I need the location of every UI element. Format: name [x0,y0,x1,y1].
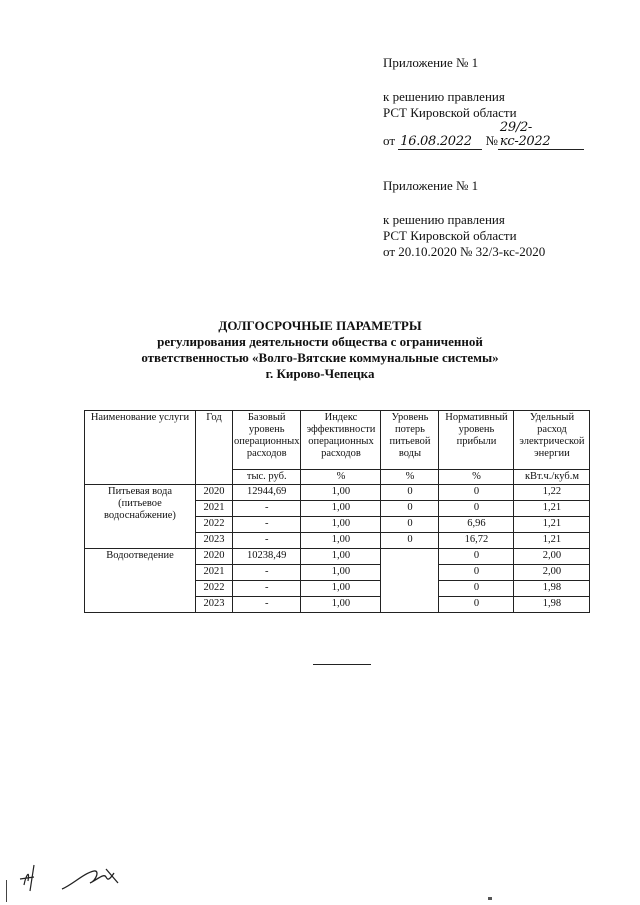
cell-profit: 0 [439,485,514,501]
service-drinking-water: Питьевая вода (питьевое водоснабжение) [85,485,196,549]
table-row [85,485,590,501]
cell-index: 1,00 [301,501,381,517]
cell-profit: 6,96 [439,517,514,533]
appendix-current [383,55,584,150]
cell-year: 2020 [196,485,233,501]
unit-profit: % [439,470,514,485]
number-label: № [485,133,498,148]
header-energy: Удельный расход электрической энергии [514,411,590,470]
cell-profit: 0 [439,501,514,517]
appendix-original-line2: РСТ Кировской области [383,228,517,243]
heading-line1: ДОЛГОСРОЧНЫЕ ПАРАМЕТРЫ [218,318,422,333]
handwritten-number: 29/2-кс-2022 [498,121,584,150]
appendix-current-date-line [383,121,584,150]
cell-year: 2023 [196,533,233,549]
header-loss: Уровень потерь питьевой воды [381,411,439,470]
cell-profit: 0 [439,565,514,581]
service-wastewater: Водоотведение [85,549,196,613]
cell-base: 10238,49 [233,549,301,565]
cell-index: 1,00 [301,549,381,565]
signature-icon [10,855,130,895]
header-base: Базовый уровень операционных расходов [233,411,301,470]
heading-line2: регулирования деятельности общества с ограниченной [157,334,483,349]
cell-loss: 0 [381,501,439,517]
end-divider [313,664,371,665]
unit-index: % [301,470,381,485]
cell-profit: 0 [439,549,514,565]
table-header-row [85,411,590,470]
cell-index: 1,00 [301,581,381,597]
cell-index: 1,00 [301,517,381,533]
cell-loss: 0 [381,485,439,501]
handwritten-date: 16.08.2022 [398,135,482,150]
cell-year: 2022 [196,517,233,533]
appendix-original-line3: от 20.10.2020 № 32/3-кс-2020 [383,244,546,259]
cell-loss: 0 [381,533,439,549]
cell-index: 1,00 [301,597,381,613]
parameters-table [84,410,590,613]
cell-profit: 0 [439,597,514,613]
appendix-current-line1: к решению правления [383,89,505,104]
unit-loss: % [381,470,439,485]
appendix-current-line2: РСТ Кировской области [383,105,517,120]
cell-year: 2021 [196,565,233,581]
cell-year: 2023 [196,597,233,613]
cell-profit: 0 [439,581,514,597]
unit-base: тыс. руб. [233,470,301,485]
cell-loss-empty [381,549,439,613]
cell-index: 1,00 [301,485,381,501]
cell-base: - [233,517,301,533]
cell-index: 1,00 [301,565,381,581]
header-index: Индекс эффективности операционных расходов [301,411,381,470]
cell-year: 2022 [196,581,233,597]
cell-profit: 16,72 [439,533,514,549]
appendix-current-title: Приложение № 1 [383,55,479,70]
header-year: Год [196,411,233,485]
cell-energy: 1,98 [514,581,590,597]
cell-base: - [233,581,301,597]
table-row [85,549,590,565]
cell-base: - [233,565,301,581]
cell-loss: 0 [381,517,439,533]
scan-edge-mark [6,880,7,902]
cell-energy: 2,00 [514,549,590,565]
cell-energy: 1,98 [514,597,590,613]
cell-energy: 1,22 [514,485,590,501]
cell-base: 12944,69 [233,485,301,501]
cell-energy: 1,21 [514,501,590,517]
heading-line4: г. Кирово-Чепецка [265,366,375,381]
unit-energy: кВт.ч./куб.м [514,470,590,485]
appendix-original-line1: к решению правления [383,212,505,227]
cell-energy: 1,21 [514,533,590,549]
cell-base: - [233,533,301,549]
appendix-original-title: Приложение № 1 [383,178,479,193]
heading-line3: ответственностью «Волго-Вятские коммунальные системы» [141,350,499,365]
header-profit: Нормативный уровень прибыли [439,411,514,470]
header-service: Наименование услуги [85,411,196,485]
cell-year: 2021 [196,501,233,517]
from-label: от [383,133,396,148]
scan-speck [488,897,492,900]
cell-base: - [233,597,301,613]
appendix-original [383,178,545,260]
cell-base: - [233,501,301,517]
cell-year: 2020 [196,549,233,565]
cell-energy: 1,21 [514,517,590,533]
cell-energy: 2,00 [514,565,590,581]
cell-index: 1,00 [301,533,381,549]
document-heading [0,318,640,382]
